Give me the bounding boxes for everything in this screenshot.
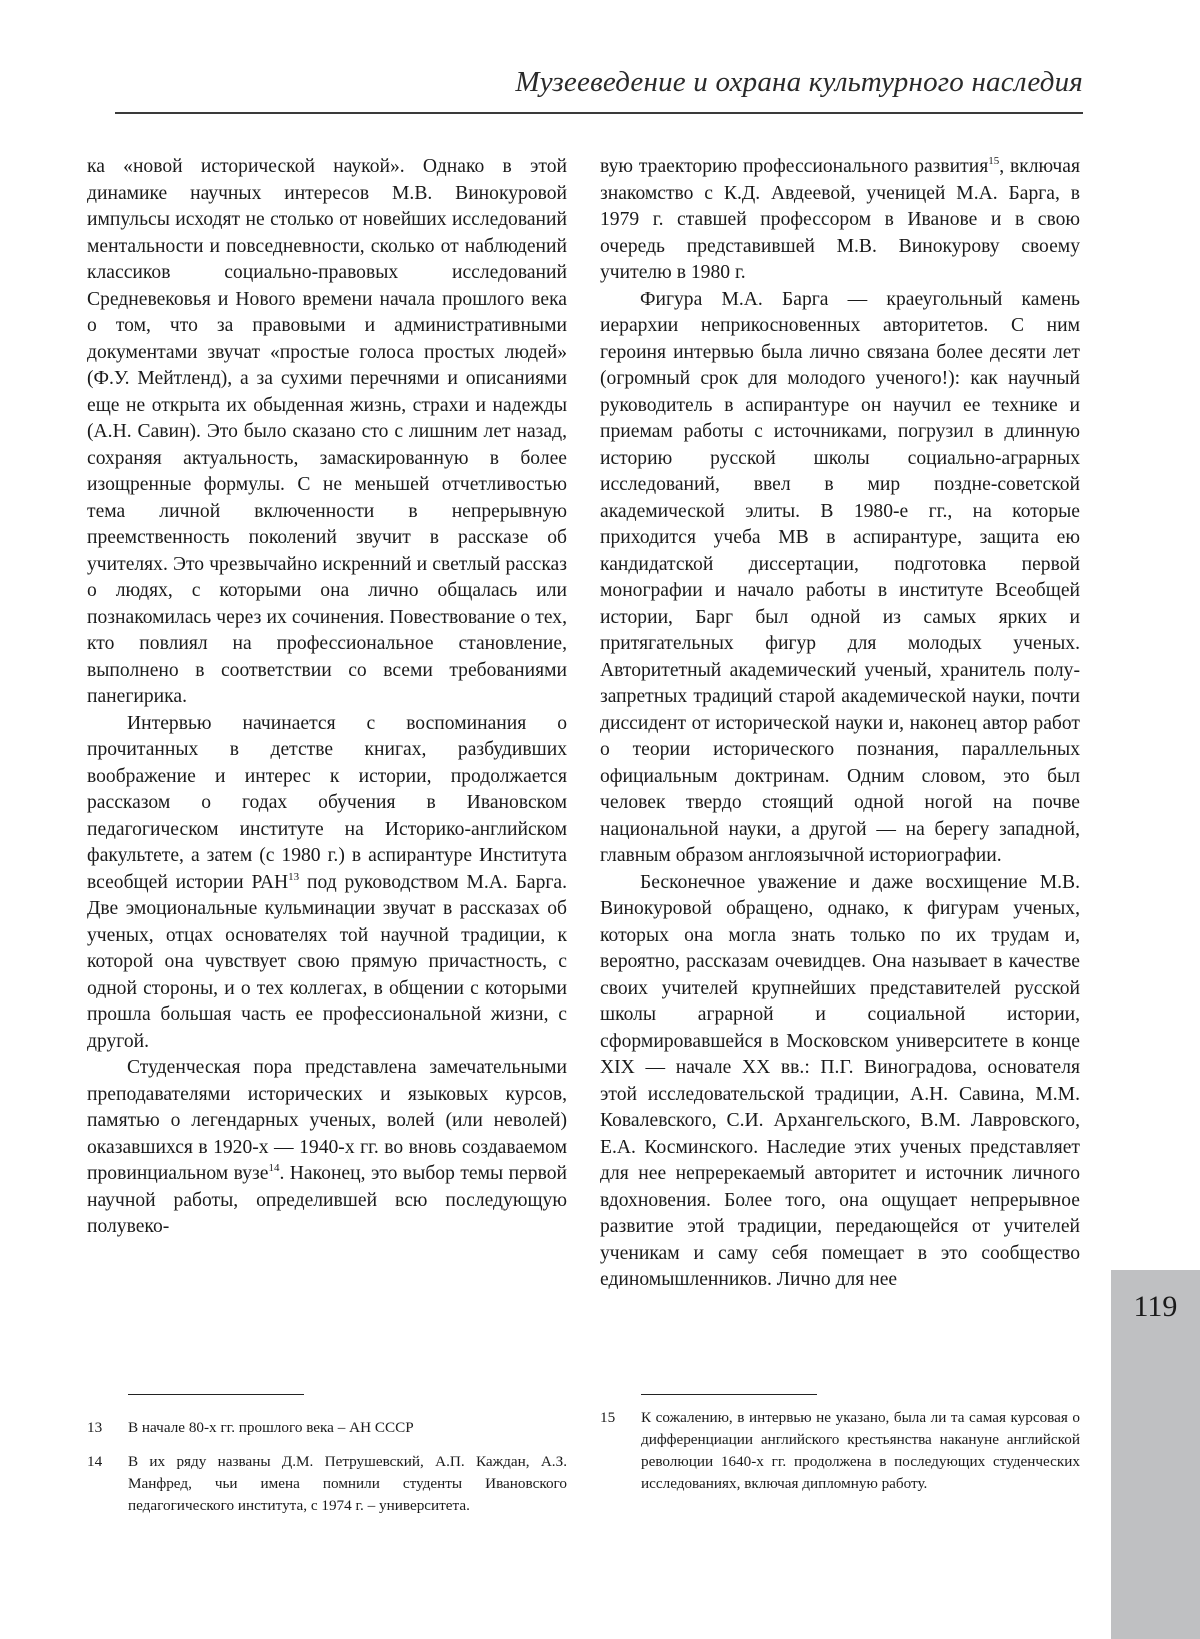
paragraph-text: вую траекторию профессионального развития <box>600 156 989 177</box>
footnotes-left <box>87 1417 567 1529</box>
paragraph-text: Интервью начинается с воспоминания о прочитанных в детстве книгах, разбудивших воображение и интерес к истории, продолжается рассказом о годах обучения в Ивановском педагогическом институте на Историко-английском факультете, а затем (с 1980 г.) в аспирантуре Института всеобщей истории РАН <box>87 712 567 893</box>
footnote-ref: 13 <box>288 870 300 883</box>
footnote <box>87 1417 567 1439</box>
footnote <box>87 1451 567 1517</box>
running-header-title: Музееведение и охрана культурного наследия <box>515 66 1083 98</box>
page-number: 119 <box>1133 1290 1178 1323</box>
footnote-ref: 15 <box>988 155 1000 167</box>
paragraph: ка «новой исторической наукой». Однако в этой динамике научных интересов М.В. Винокуровой импульсы исходят не столько от новейших исследований ментальности и повседневности, сколько от наблюдений классиков социально-правовых исследований Средневековья и Нового времени начала прошлого века о том, что за правовыми и административными документами звучат «простые голоса простых людей» (Ф.У. Мейтленд), а за сухими перечнями и описаниями еще не открыта их обыденная жизнь, страхи и надежды (А.Н. Савин). Это было сказано сто с лишним лет назад, сохраняя актуальность, замаскированную в более изощренные формулы. С не меньшей отчетливостью тема личной включенности в непрерывную преемственность поколений звучит в рассказе об учителях. Это чрезвычайно искренний и светлый рассказ о людях, с которыми она лично общалась или познакомилась через их сочинения. Повествование о тех, кто повлиял на профессиональное становление, выполнено в соответствии со всеми требованиями панегирика. <box>87 156 567 707</box>
footnote-number: 13 <box>87 1419 103 1436</box>
paragraph-text: , включая знакомство с К.Д. Авдеевой, ученицей М.А. Барга, в 1979 г. ставшей профессором в Иванове и в свою очередь представившей М.В. Винокурову своему учителю в 1980 г. <box>600 156 1080 283</box>
footnotes-right <box>600 1407 1080 1507</box>
footnote-divider <box>128 1394 304 1395</box>
running-header <box>115 60 1083 114</box>
paragraph-text: . Наконец, это выбор темы первой научной работы, определившей всю последующую полувеко- <box>87 1163 567 1237</box>
paragraph-text: Студенческая пора представлена замечательными преподавателями исторических и языковых курсов, памятью о легендарных ученых, волей (или неволей) оказавшихся в 1920-х — 1940-х гг. во вновь создаваемом провинциальном вузе <box>87 1057 567 1184</box>
paragraph <box>600 154 1080 287</box>
footnote-text: В начале 80-х гг. прошлого века – АН СССР <box>128 1419 414 1436</box>
footnote-text: В их ряду названы Д.М. Петрушевский, А.П. Каждан, А.З. Манфред, чьи имена помнили студенты Ивановского педагогического института, с 1974 г. – университета. <box>128 1453 567 1514</box>
footnote <box>600 1407 1080 1495</box>
paragraph: Бесконечное уважение и даже восхищение М.В. Винокуровой обращено, однако, к фигурам ученых, которых она могла знать только по их трудам и, вероятно, рассказам очевидцев. Она называет в качестве своих учителей крупнейших представителей русской школы аграрной и социальной истории, сформировавшейся в Московском университете в конце XIX — начале XX вв.: П.Г. Виноградова, основателя этой исследовательской традиции, А.Н. Савина, М.М. Ковалевского, С.И. Архангельского, В.М. Лавровского, Е.А. Косминского. Наследие этих ученых представляет для нее непререкаемый авторитет и источник личного вдохновения. Более того, она ощущает непрерывное развитие этой традиции, передающейся от учителей ученикам и саму себя помещает в это сообщество единомышленников. Лично для нее <box>600 871 1080 1290</box>
left-column <box>87 154 567 1241</box>
right-column <box>600 154 1080 1294</box>
paragraph-text: под руководством М.А. Барга. Две эмоциональные кульминации звучат в рассказах об ученых, отцах основателях той научной традиции, к которой она чувствует свою прямую причастность, с одной стороны, и о тех коллегах, в общении с которыми прошла большая часть ее профессиональной жизни, с другой. <box>87 871 568 1052</box>
footnote-number: 15 <box>600 1409 616 1426</box>
page-number-tab <box>1111 1270 1200 1639</box>
footnote-ref: 14 <box>268 1162 280 1174</box>
paragraph <box>87 711 567 1056</box>
paragraph: Фигура М.А. Барга — краеугольный камень иерархии неприкосновенных авторитетов. С ним героиня интервью была лично связана более десяти лет (огромный срок для молодого ученого!): как научный руководитель в аспирантуре он научил ее технике и приемам работы с источниками, погрузил в длинную историю русской школы социально-аграрных исследований, ввел в мир поздне-советской академической элиты. В 1980-е гг., на которые приходится учеба МВ в аспирантуре, защита ею кандидатской диссертации, подготовка первой монографии и начало работы в институте Всеобщей истории, Барг был одной из самых ярких и притягательных фигур для молодых ученых. Авторитетный академический ученый, хранитель полу-запретных традиций старой академической науки, почти диссидент от исторической науки и, наконец автор работ о теории исторического познания, параллельных официальным доктринам. Одним словом, это был человек твердо стоящий одной ногой на почве национальной науки, а другой — на берегу западной, главным образом англоязычной историографии. <box>600 288 1080 866</box>
paragraph <box>87 1055 567 1241</box>
footnote-number: 14 <box>87 1453 103 1470</box>
footnote-text: К сожалению, в интервью не указано, была ли та самая курсовая о дифференциации английского крестьянства накануне английской революции 1640-х гг. продолжена в последующих студенческих исследованиях, включая дипломную работу. <box>641 1409 1080 1492</box>
footnote-divider <box>641 1394 817 1395</box>
